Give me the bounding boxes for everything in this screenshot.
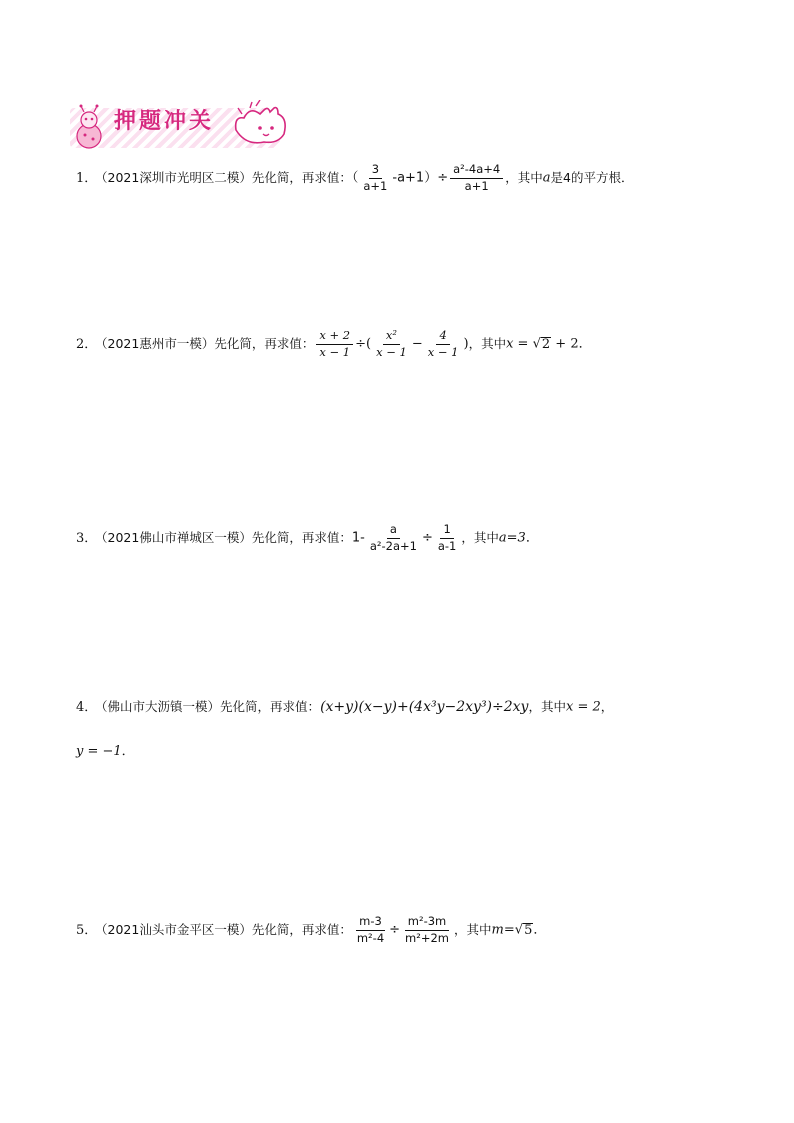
end-punct: ． (121, 744, 135, 759)
question-prompt: 先化简，再求值： (214, 335, 315, 351)
denominator: a+1 (464, 178, 489, 193)
numerator: 4 (436, 330, 449, 345)
denominator: a-1 (437, 538, 457, 553)
sqrt-radicand: 2 (541, 337, 551, 352)
operator-text: ÷ (421, 530, 433, 546)
question-1 (76, 164, 633, 192)
banner-title: 押题冲关 (114, 108, 215, 134)
comma: ， (600, 698, 614, 714)
section-banner (70, 100, 290, 152)
fraction (360, 164, 390, 192)
fraction (435, 524, 460, 552)
numerator: 3 (369, 164, 382, 179)
numerator: a (387, 524, 400, 539)
fraction (450, 164, 503, 192)
condition-rhs: + 2 (551, 336, 579, 352)
condition-prefix: ，其中 (528, 698, 566, 714)
operator-text: ÷ (389, 922, 401, 938)
condition-suffix: 是4的平方根． (550, 169, 634, 185)
question-number: 3． (76, 530, 98, 546)
condition-prefix: ，其中 (468, 335, 507, 351)
question-prompt: 先化简，再求值： (251, 921, 352, 937)
operator-text: -a+1）÷ (392, 170, 449, 186)
condition-lhs: m= (491, 922, 515, 938)
sqrt-sign: √ (514, 922, 524, 938)
denominator: x − 1 (427, 344, 459, 359)
denominator: a+1 (363, 178, 388, 193)
numerator: x + 2 (316, 330, 353, 345)
condition-prefix: ，其中 (461, 529, 499, 545)
condition: y = −1 (76, 744, 122, 759)
operator-text: − (411, 336, 423, 352)
question-source: （2021汕头市金平区一模） (101, 921, 252, 937)
question-3 (76, 524, 539, 552)
open-paren: （ (351, 170, 359, 186)
question-number: 4． (76, 699, 98, 715)
question-number: 1． (76, 170, 98, 186)
question-number: 5． (76, 922, 98, 938)
denominator: a²-2a+1 (369, 538, 417, 553)
fraction (373, 330, 410, 358)
denominator: m²-4 (356, 930, 385, 945)
sqrt-sign: √ (532, 336, 541, 352)
question-source: （佛山市大沥镇一模） (101, 698, 221, 714)
denominator: x − 1 (319, 344, 351, 359)
fraction (354, 916, 387, 944)
question-source: （2021佛山市禅城区一模） (101, 529, 252, 545)
close-paren: ) (463, 336, 469, 352)
question-2 (76, 330, 592, 358)
variable: a (542, 170, 551, 186)
question-4-line-2 (76, 740, 135, 759)
numerator: a²-4a+4 (450, 164, 503, 179)
sqrt-radicand: 5 (524, 923, 533, 938)
expression: (x+y)(x−y)+(4x³y−2xy³)÷2xy (320, 699, 529, 715)
question-prompt: 先化简，再求值： (251, 169, 352, 185)
condition: a=3 (498, 530, 526, 546)
operator-text: ÷( (355, 336, 372, 352)
numerator: m²-3m (405, 916, 449, 931)
end-punct: ． (578, 336, 592, 352)
question-source: （2021深圳市光明区二模） (101, 169, 252, 185)
fraction (367, 524, 420, 552)
end-punct: ． (533, 922, 547, 938)
question-5 (76, 916, 546, 944)
question-source: （2021惠州市一模） (101, 335, 215, 351)
fraction (316, 330, 353, 358)
denominator: m²+2m (405, 930, 450, 945)
fraction (425, 330, 462, 358)
end-punct: ． (525, 530, 539, 546)
question-number: 2． (76, 336, 98, 352)
condition: x = 2 (565, 699, 601, 715)
condition-prefix: ，其中 (505, 169, 543, 185)
ladybug-icon (72, 104, 106, 150)
numerator: m-3 (356, 916, 385, 931)
numerator: x² (383, 330, 400, 345)
lead-term: 1- (351, 530, 365, 546)
question-prompt: 先化简，再求值： (251, 529, 352, 545)
condition-lhs: x = (506, 336, 533, 352)
condition-prefix: ，其中 (454, 921, 492, 937)
numerator: 1 (440, 524, 453, 539)
denominator: x − 1 (376, 344, 407, 359)
rabbit-icon (230, 100, 294, 152)
question-prompt: 先化简，再求值： (220, 698, 321, 714)
fraction (402, 916, 452, 944)
question-4 (76, 700, 613, 714)
